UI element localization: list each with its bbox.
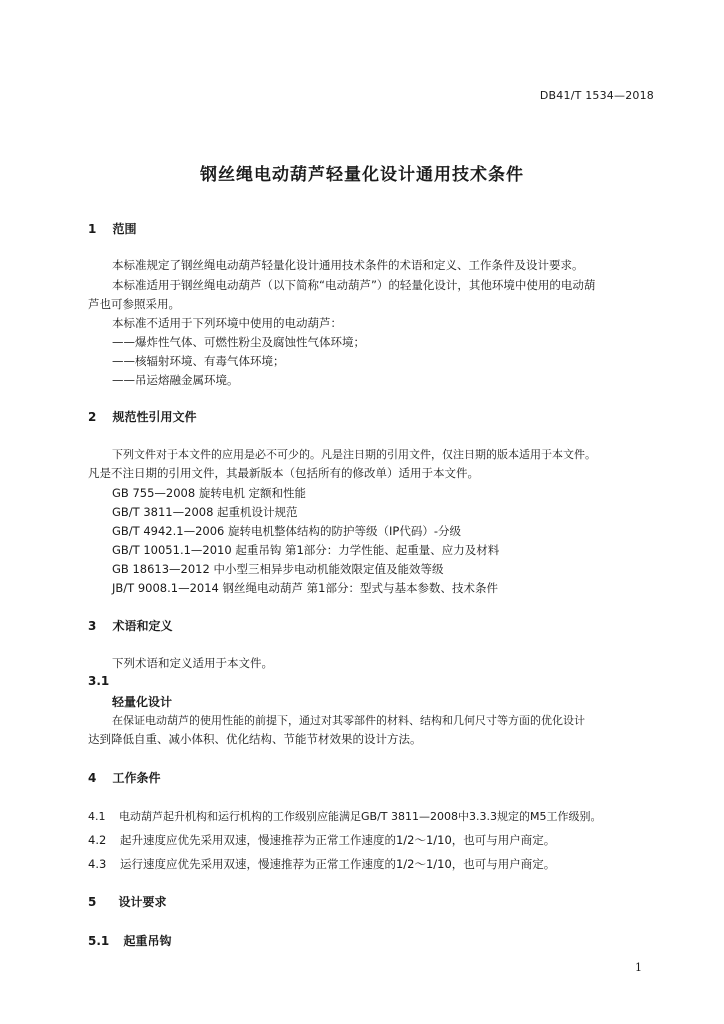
paragraph: 芦也可参照采用。 (88, 297, 180, 311)
list-item: ——核辐射环境、有毒气体环境； (112, 354, 285, 368)
reference-item: GB/T 3811—2008 起重机设计规范 (112, 505, 298, 519)
paragraph: 下列文件对于本文件的应用是必不可少的。凡是注日期的引用文件，仅注日期的版本适用于本文件。 (112, 448, 596, 461)
section-number: 3 (88, 619, 97, 633)
section-number: 2 (88, 410, 97, 424)
paragraph: 本标准不适用于下列环境中使用的电动葫芦： (112, 316, 342, 330)
reference-item: GB 18613—2012 中小型三相异步电动机能效限定值及能效等级 (112, 562, 444, 576)
clause-number: 4.1 (88, 810, 106, 823)
paragraph: 本标准规定了钢丝绳电动葫芦轻量化设计通用技术条件的术语和定义、工作条件及设计要求。 (112, 258, 584, 272)
section-1-heading (88, 220, 137, 237)
section-number: 5 (88, 895, 97, 909)
section-2-heading (88, 408, 197, 425)
standard-code: DB41/T 1534—2018 (539, 89, 654, 102)
section-title: 设计要求 (118, 895, 167, 909)
section-number: 4 (88, 771, 97, 785)
subsection-title: 起重吊钩 (123, 934, 172, 948)
term-number: 3.1 (88, 674, 110, 688)
section-title: 范围 (112, 222, 137, 236)
section-5-heading (88, 893, 167, 910)
paragraph: 本标准适用于钢丝绳电动葫芦（以下简称“电动葫芦”）的轻量化设计，其他环境中使用的电动葫 (112, 278, 596, 292)
section-title: 工作条件 (112, 771, 161, 785)
reference-item: GB/T 10051.1—2010 起重吊钩 第1部分：力学性能、起重量、应力及材料 (112, 543, 500, 557)
definition: 在保证电动葫芦的使用性能的前提下，通过对其零部件的材料、结构和几何尺寸等方面的优化设计 (112, 714, 585, 727)
term-name: 轻量化设计 (112, 695, 173, 709)
clause-number: 4.3 (88, 857, 107, 871)
clause-4-3 (88, 856, 555, 872)
paragraph: 凡是不注日期的引用文件，其最新版本（包括所有的修改单）适用于本文件。 (88, 466, 479, 480)
definition: 达到降低自重、减小体积、优化结构、节能节材效果的设计方法。 (88, 732, 422, 746)
clause-text: 运行速度应优先采用双速，慢速推荐为正常工作速度的1/2～1/10，也可与用户商定。 (119, 857, 556, 871)
reference-item: GB/T 4942.1—2006 旋转电机整体结构的防护等级（IP代码）-分级 (112, 524, 461, 538)
clause-text: 电动葫芦起升机构和运行机构的工作级别应能满足GB/T 3811—2008中3.3.3规定的M5工作级别。 (119, 810, 602, 823)
page-number: 1 (635, 961, 642, 974)
list-item: ——吊运熔融金属环境。 (112, 373, 239, 387)
clause-4-1 (88, 808, 601, 824)
reference-item: GB 755—2008 旋转电机 定额和性能 (112, 486, 306, 500)
reference-item: JB/T 9008.1—2014 钢丝绳电动葫芦 第1部分：型式与基本参数、技术条件 (112, 581, 498, 595)
section-title: 规范性引用文件 (112, 410, 197, 424)
clause-4-2 (88, 832, 555, 848)
section-title: 术语和定义 (112, 619, 173, 633)
section-number: 1 (88, 222, 97, 236)
section-4-heading (88, 769, 161, 786)
paragraph: 下列术语和定义适用于本文件。 (112, 656, 273, 670)
section-3-heading (88, 617, 173, 634)
clause-number: 4.2 (88, 833, 107, 847)
list-item: ——爆炸性气体、可燃性粉尘及腐蚀性气体环境； (112, 335, 365, 349)
subsection-5-1-heading (88, 932, 171, 949)
document-title: 钢丝绳电动葫芦轻量化设计通用技术条件 (200, 165, 524, 185)
subsection-number: 5.1 (88, 934, 110, 948)
clause-text: 起升速度应优先采用双速，慢速推荐为正常工作速度的1/2～1/10，也可与用户商定。 (119, 833, 556, 847)
